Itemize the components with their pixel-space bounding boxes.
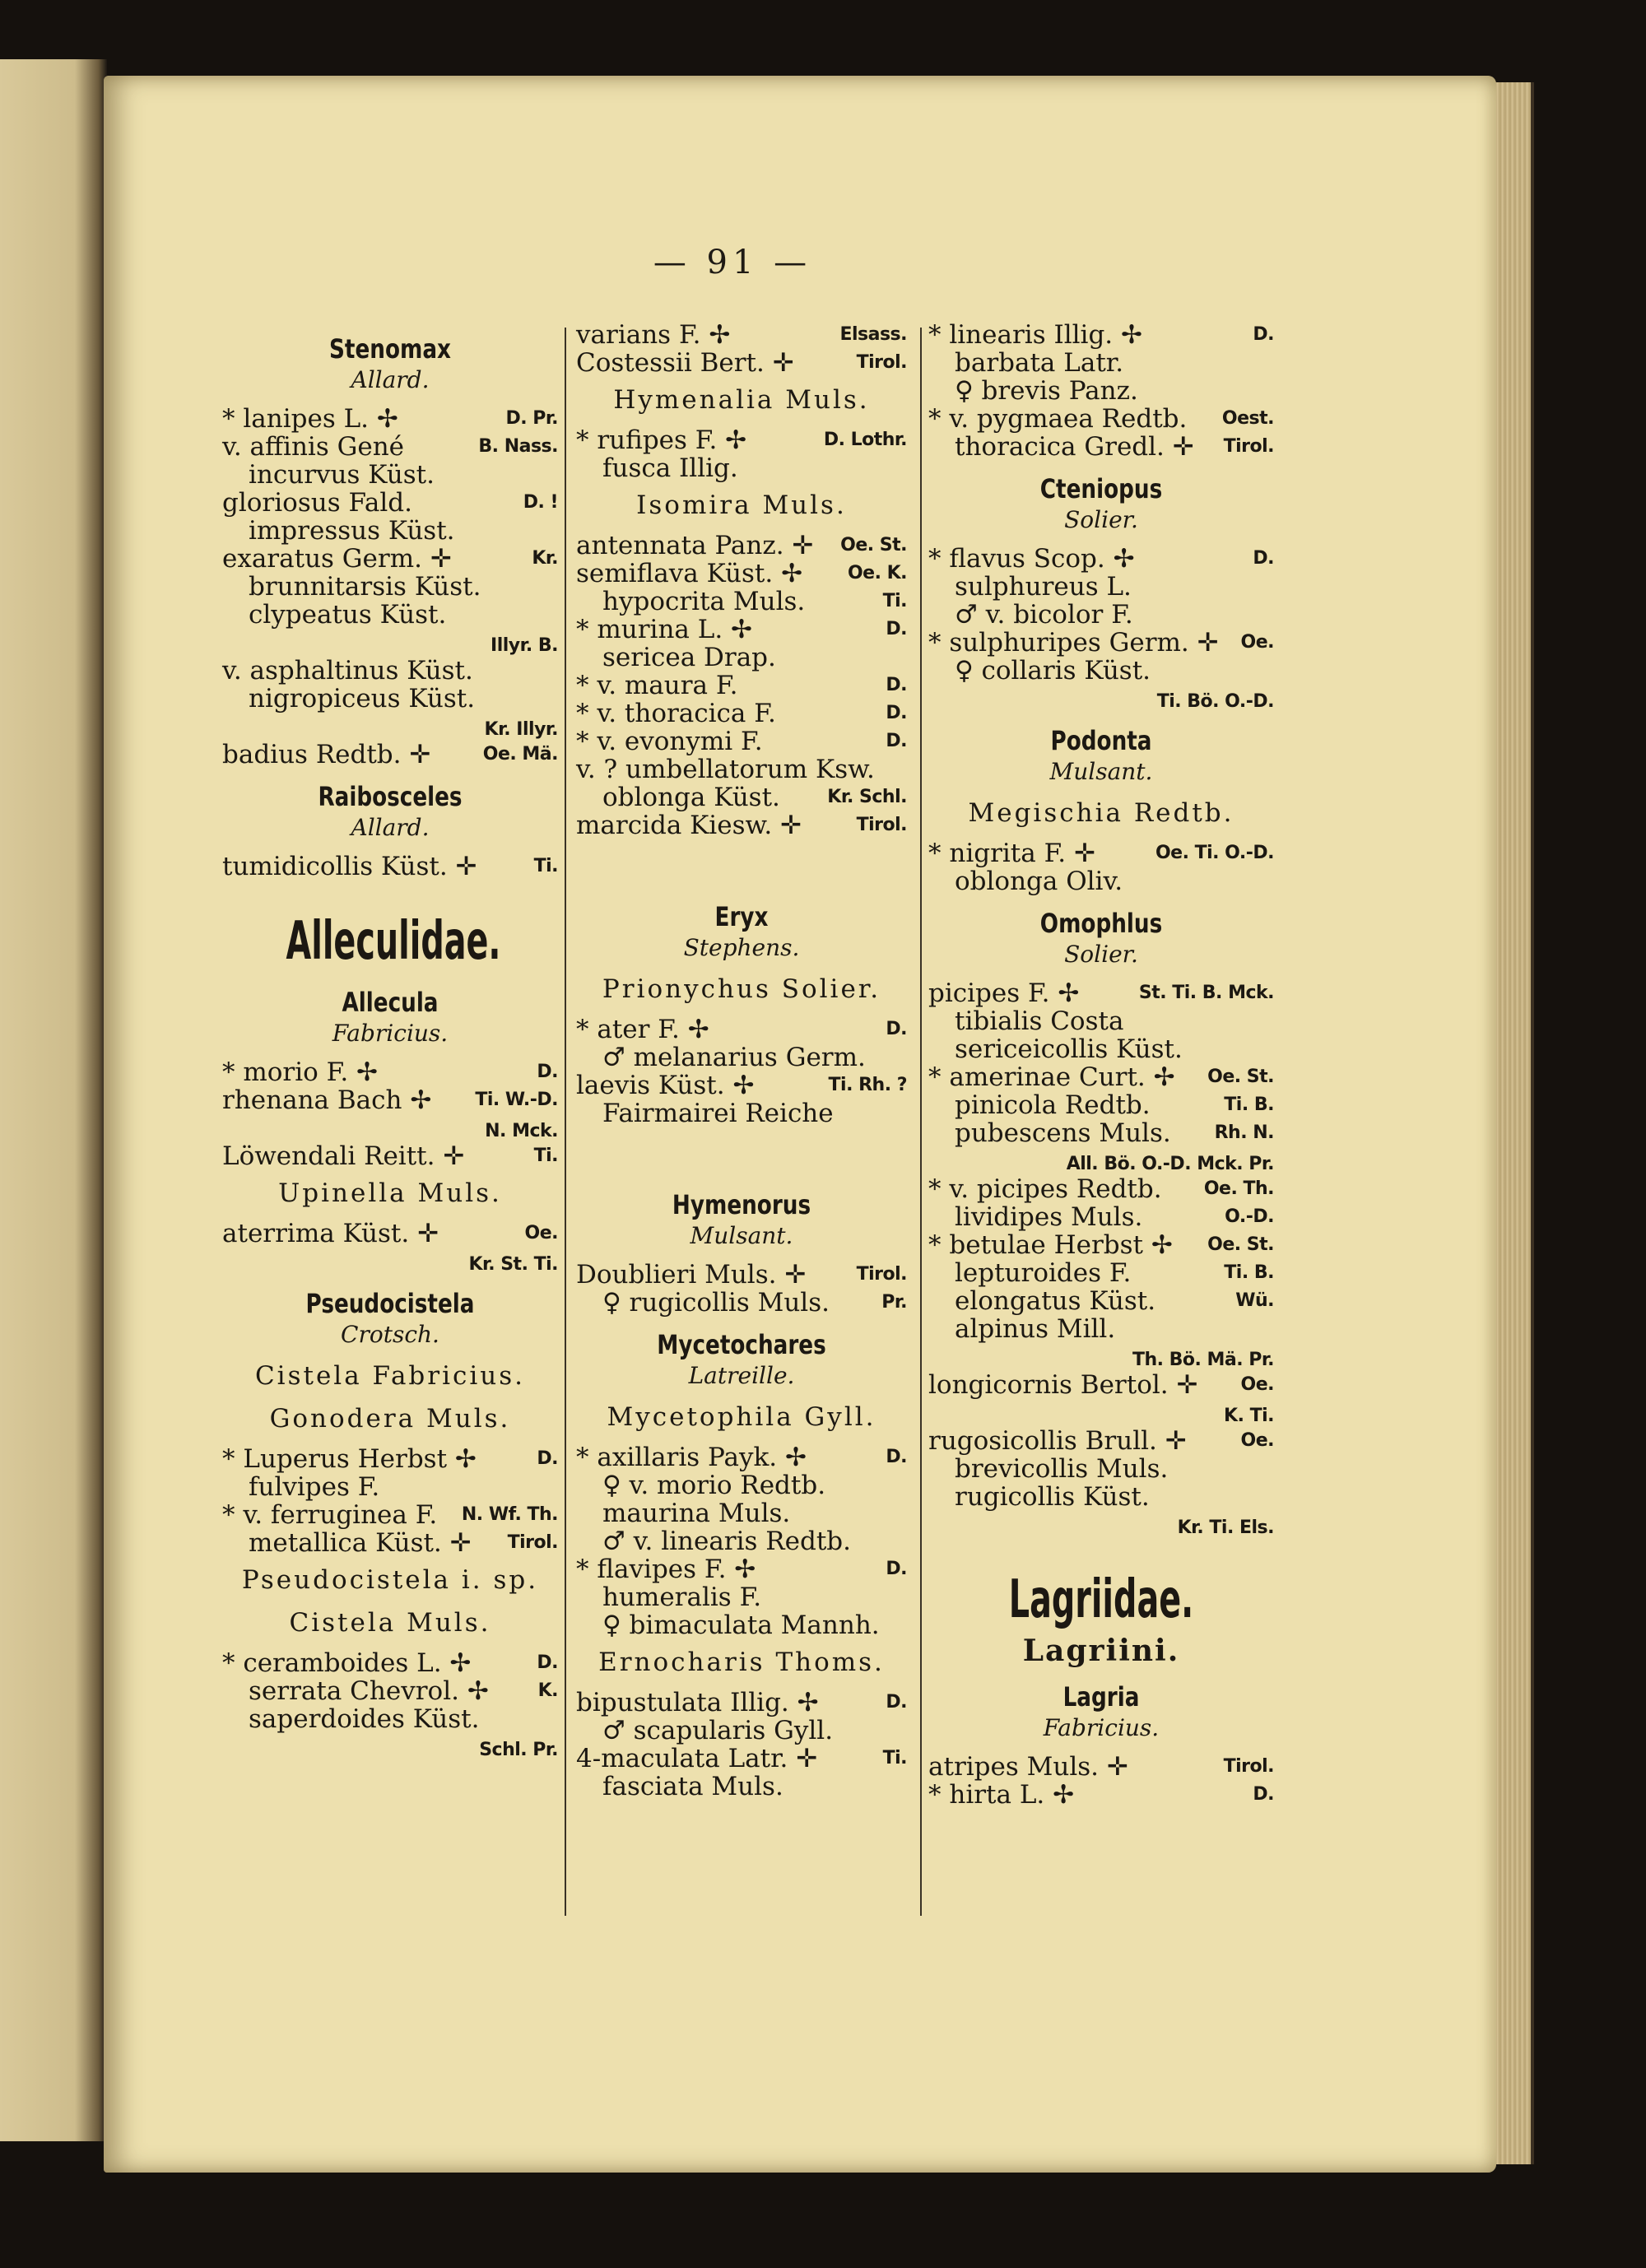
synonym-entry [928,1203,1274,1231]
species-name: Fairmairei Reiche [602,1099,834,1128]
species-name: gloriosus Fald. [222,488,412,518]
synonym-entry [576,1717,907,1745]
species-name: serrata Chevrol. ✢ [249,1676,489,1706]
genus-author: Allard. [351,814,430,841]
species-name: v. affinis Gené [222,432,405,462]
species-entry [576,1443,907,1471]
species-name: sericeicollis Küst. [955,1034,1183,1064]
species-name: ♀ v. morio Redtb. [602,1471,826,1500]
species-name: thoracica Gredl. ✛ [955,432,1194,462]
species-name: nigropiceus Küst. [249,684,476,713]
genus-heading: Raibosceles [318,781,463,812]
locality-text: D. [886,619,907,639]
tribe-heading: Lagriini. [1022,1634,1180,1668]
species-entry [576,532,907,560]
species-entry [222,405,558,433]
species-name: * v. ferruginea F. [222,1500,438,1530]
species-entry [576,1261,907,1289]
synonym-entry [576,783,907,811]
synonym-entry [928,1091,1274,1119]
species-name: antennata Panz. ✛ [576,531,814,560]
locality-text: D. [886,1019,907,1039]
species-name: atripes Muls. ✛ [928,1752,1128,1782]
locality-line [222,1733,558,1761]
subgenus-heading: Pseudocistela i. sp. [241,1565,539,1595]
species-entry [928,1753,1274,1781]
synonym-entry [576,644,907,672]
locality-text: Ti. B. [1224,1262,1274,1283]
locality-line [928,1399,1274,1427]
genus-heading: Pseudocistela [305,1288,475,1319]
species-name: ♂ melanarius Germ. [602,1043,866,1072]
species-name: metallica Küst. ✛ [249,1528,472,1558]
species-name: v. ? umbellatorum Ksw. [576,755,875,784]
synonym-entry [222,1529,558,1557]
subgenus-heading: Ernocharis Thoms. [598,1648,885,1677]
synonym-entry [576,1099,907,1127]
subgenus-heading: Prionychus Solier. [602,974,881,1004]
species-name: * linearis Illig. ✢ [928,320,1142,350]
species-name: 4-maculata Latr. ✛ [576,1744,818,1773]
column-3 [928,321,1274,1809]
locality-text: Tirol. [856,1264,907,1285]
locality-text: Schl. Pr. [479,1740,558,1760]
locality-text: Ti. W.-D. [475,1090,558,1110]
synonym-entry [928,1007,1274,1035]
synonym-entry [928,601,1274,629]
species-name: hypocrita Muls. [602,587,806,616]
genus-author: Latreille. [688,1362,795,1389]
species-entry [576,1555,907,1583]
synonym-entry [222,517,558,545]
synonym-entry [576,588,907,616]
species-name: sulphureus L. [955,572,1132,602]
locality-text: D. [886,1692,907,1713]
locality-text: Oe. [1240,632,1274,653]
species-name: laevis Küst. ✢ [576,1071,755,1100]
species-entry [576,672,907,699]
species-name: alpinus Mill. [955,1314,1116,1344]
locality-text: Tirol. [856,815,907,835]
species-name: fusca Illig. [602,453,738,483]
column-rule-2 [920,328,922,1916]
subgenus-heading: Isomira Muls. [636,490,847,520]
species-name: * nigrita F. ✛ [928,839,1095,868]
synonym-entry [928,657,1274,685]
genus-author: Stephens. [683,934,800,961]
species-entry [222,1086,558,1114]
synonym-entry [928,1259,1274,1287]
species-entry [222,1142,558,1170]
subgenus-heading: Megischia Redtb. [968,798,1234,828]
species-name: ♀ rugicollis Muls. [602,1288,830,1318]
species-entry [576,321,907,349]
locality-text: Oe. Th. [1203,1178,1274,1199]
species-name: ♀ collaris Küst. [955,656,1151,686]
species-name: * ater F. ✢ [576,1015,709,1044]
species-name: brunnitarsis Küst. [249,572,481,602]
species-name: Doublieri Muls. ✛ [576,1260,807,1290]
genus-heading: Mycetochares [657,1329,826,1360]
locality-text: Oe. St. [840,535,907,555]
species-name: * betulae Herbst ✢ [928,1230,1173,1260]
species-entry [222,545,558,573]
locality-text: D. [886,1447,907,1467]
species-entry [928,1175,1274,1203]
locality-text: Kr. St. Ti. [468,1254,558,1275]
synonym-entry [928,1287,1274,1315]
locality-text: D. Lothr. [823,430,907,450]
synonym-entry [928,1119,1274,1147]
species-entry [576,755,907,783]
species-entry [928,1371,1274,1399]
species-entry [928,1063,1274,1091]
locality-text: Pr. [881,1292,907,1313]
locality-text: Kr. Illyr. [484,719,558,740]
species-name: pinicola Redtb. [955,1090,1151,1120]
species-name: aterrima Küst. ✛ [222,1219,439,1248]
locality-text: D. Pr. [505,408,558,429]
locality-text: Oe. Ti. O.-D. [1155,843,1274,863]
locality-text: Ti. [882,1748,907,1768]
genus-author: Fabricius. [1043,1714,1160,1741]
locality-text: St. Ti. B. Mck. [1138,983,1274,1003]
species-name: humeralis F. [602,1582,762,1612]
species-name: elongatus Küst. [955,1286,1156,1316]
locality-text: D. ! [523,492,558,513]
species-name: lividipes Muls. [955,1202,1143,1232]
species-name: * v. pygmaea Redtb. [928,404,1188,434]
column-1 [222,321,558,1761]
locality-text: Tirol. [856,352,907,373]
synonym-entry [222,461,558,489]
locality-text: Rh. N. [1214,1122,1274,1143]
species-name: maurina Muls. [602,1499,791,1528]
subgenus-heading: Gonodera Muls. [269,1404,511,1434]
species-name: oblonga Oliv. [955,867,1123,896]
locality-text: Ti. [533,856,558,876]
synonym-entry [576,1611,907,1639]
genus-heading: Hymenorus [672,1189,811,1220]
locality-text: Wü. [1235,1290,1274,1311]
synonym-entry [576,1289,907,1317]
species-name: barbata Latr. [955,348,1124,378]
species-name: saperdoides Küst. [249,1704,480,1734]
family-heading: Lagriidae. [1008,1569,1194,1630]
subgenus-heading: Mycetophila Gyll. [607,1402,876,1432]
synonym-entry [928,433,1274,461]
species-name: * murina L. ✢ [576,615,753,644]
species-name: * hirta L. ✢ [928,1780,1075,1810]
species-name: v. asphaltinus Küst. [222,656,473,686]
synonym-entry [576,1583,907,1611]
species-entry [576,1015,907,1043]
species-name: fulvipes F. [249,1472,380,1502]
synonym-entry [222,1705,558,1733]
genus-author: Solier. [1064,506,1138,533]
species-entry [222,853,558,881]
species-name: * axillaris Payk. ✢ [576,1443,807,1472]
species-name: rugicollis Küst. [955,1482,1150,1512]
locality-text: D. [1253,548,1274,569]
subgenus-heading: Hymenalia Muls. [613,385,870,415]
species-name: brevicollis Muls. [955,1454,1169,1484]
locality-text: Oe. [1240,1374,1274,1395]
species-entry [928,629,1274,657]
species-name: varians F. ✢ [576,320,731,350]
species-name: ♀ bimaculata Mannh. [602,1610,880,1640]
species-name: ♂ v. linearis Redtb. [602,1527,851,1556]
genus-heading: Podonta [1050,725,1152,756]
locality-text: D. [537,1448,558,1469]
genus-heading: Omophlus [1039,908,1163,939]
species-entry [928,1781,1274,1809]
locality-text: Oe. St. [1207,1234,1274,1255]
species-name: bipustulata Illig. ✢ [576,1688,819,1717]
synonym-entry [928,573,1274,601]
genus-heading: Allecula [342,987,439,1018]
species-name: fasciata Muls. [602,1772,783,1801]
locality-text: Kr. [532,548,558,569]
species-name: tumidicollis Küst. ✛ [222,852,477,881]
synonym-entry [928,1455,1274,1483]
species-name: * amerinae Curt. ✢ [928,1062,1175,1092]
locality-text: Kr. Schl. [827,787,907,807]
locality-text: D. [886,1559,907,1579]
locality-text: Ti. Bö. O.-D. [1156,691,1274,712]
genus-heading: Eryx [714,901,769,932]
locality-text: Ti. [882,591,907,611]
species-entry [576,811,907,839]
genus-author: Crotsch. [341,1321,439,1348]
synonym-entry [576,1773,907,1801]
species-entry [222,1058,558,1086]
synonym-entry [576,1527,907,1555]
locality-text: Elsass. [839,324,907,345]
locality-text: Ti. B. [1224,1094,1274,1115]
species-name: * v. maura F. [576,671,738,700]
subgenus-heading: Cistela Fabricius. [254,1361,526,1391]
species-entry [576,727,907,755]
species-name: impressus Küst. [249,516,455,546]
species-entry [222,1501,558,1529]
species-entry [576,1745,907,1773]
locality-text: D. [1253,324,1274,345]
locality-text: Kr. Ti. Els. [1177,1517,1274,1538]
species-name: * v. picipes Redtb. [928,1174,1162,1204]
species-entry [576,1071,907,1099]
locality-text: Tirol. [507,1532,558,1553]
locality-text: Tirol. [1223,436,1274,457]
species-entry [222,741,558,769]
species-entry [222,657,558,685]
locality-text: Oe. K. [847,563,907,583]
genus-author: Allard. [351,366,430,393]
species-entry [576,560,907,588]
locality-text: D. [1253,1784,1274,1805]
locality-line [928,685,1274,713]
locality-text: D. [537,1062,558,1082]
locality-text: Oest. [1221,408,1274,429]
species-name: rugosicollis Brull. ✛ [928,1426,1187,1456]
genus-author: Fabricius. [332,1020,449,1047]
species-entry [928,321,1274,349]
synonym-entry [576,454,907,482]
subgenus-heading: Cistela Muls. [289,1608,491,1638]
locality-line [928,1147,1274,1175]
synonym-entry [928,1315,1274,1343]
locality-text: Th. Bö. Mä. Pr. [1132,1350,1274,1370]
species-name: * v. thoracica F. [576,699,776,728]
species-entry [222,1445,558,1473]
species-entry [222,433,558,461]
species-name: oblonga Küst. [602,783,780,812]
synonym-entry [928,377,1274,405]
synonym-entry [576,1043,907,1071]
species-entry [222,489,558,517]
species-name: * flavus Scop. ✢ [928,544,1135,574]
locality-text: K. Ti. [1224,1406,1274,1426]
synonym-entry [576,1499,907,1527]
species-name: * Luperus Herbst ✢ [222,1444,477,1474]
species-entry [222,1649,558,1677]
synonym-entry [928,1035,1274,1063]
spacer [576,839,907,889]
locality-text: D. [886,675,907,695]
species-entry [576,1689,907,1717]
species-entry [928,979,1274,1007]
locality-text: N. Wf. Th. [461,1504,558,1525]
synonym-entry [928,349,1274,377]
species-name: * ceramboides L. ✢ [222,1648,472,1678]
genus-heading: Stenomax [329,333,451,365]
species-name: badius Redtb. ✛ [222,740,431,769]
subgenus-heading: Upinella Muls. [278,1178,502,1208]
species-entry [576,699,907,727]
genus-heading: Lagria [1062,1681,1140,1713]
locality-line [222,629,558,657]
locality-line [222,1248,558,1276]
species-entry [928,1231,1274,1259]
synonym-entry [222,573,558,601]
spacer [576,1127,907,1177]
locality-line [222,1114,558,1142]
species-name: exaratus Germ. ✛ [222,544,452,574]
species-name: ♂ v. bicolor F. [955,600,1133,630]
locality-text: Oe. [1240,1430,1274,1451]
species-name: * v. evonymi F. [576,727,763,756]
locality-text: Tirol. [1223,1756,1274,1777]
species-name: * lanipes L. ✢ [222,404,398,434]
synonym-entry [928,867,1274,895]
locality-text: Oe. St. [1207,1067,1274,1087]
genus-heading: Cteniopus [1039,473,1163,504]
species-name: tibialis Costa [955,1006,1124,1036]
species-name: * sulphuripes Germ. ✛ [928,628,1219,658]
species-name: Löwendali Reitt. ✛ [222,1141,465,1171]
species-entry [928,405,1274,433]
locality-line [928,1511,1274,1539]
left-page-edge [0,59,107,2141]
locality-text: Oe. Mä. [482,744,558,765]
synonym-entry [576,1471,907,1499]
locality-line [928,1343,1274,1371]
species-name: Costessii Bert. ✛ [576,348,794,378]
species-name: longicornis Bertol. ✛ [928,1370,1198,1400]
locality-text: B. Nass. [478,436,558,457]
locality-line [222,713,558,741]
locality-text: D. [537,1652,558,1673]
genus-author: Solier. [1064,941,1138,968]
synonym-entry [222,685,558,713]
species-name: ♂ scapularis Gyll. [602,1716,834,1745]
column-2 [576,321,907,1801]
species-name: pubescens Muls. [955,1118,1171,1148]
locality-text: All. Bö. O.-D. Mck. Pr. [1066,1154,1274,1174]
locality-text: K. [537,1680,558,1701]
column-rule-1 [565,328,566,1916]
locality-text: Ti. Rh. ? [828,1075,907,1095]
synonym-entry [222,1473,558,1501]
species-entry [576,426,907,454]
family-heading: Alleculidae. [286,911,501,972]
species-name: * morio F. ✢ [222,1057,379,1087]
species-entry [928,545,1274,573]
locality-text: Ti. [533,1146,558,1166]
species-name: lepturoides F. [955,1258,1132,1288]
locality-text: N. Mck. [485,1121,558,1141]
species-name: incurvus Küst. [249,460,435,490]
synonym-entry [222,1677,558,1705]
locality-text: D. [886,731,907,751]
species-name: marcida Kiesw. ✛ [576,811,802,840]
species-name: picipes F. ✢ [928,978,1080,1008]
locality-text: Illyr. B. [491,635,558,656]
page-number: — 91 — [653,244,812,281]
species-entry [576,349,907,377]
species-name: rhenana Bach ✢ [222,1085,432,1115]
species-name: clypeatus Küst. [249,600,447,630]
species-name: semiflava Küst. ✢ [576,559,803,588]
synonym-entry [928,1483,1274,1511]
species-entry [928,839,1274,867]
species-entry [576,616,907,644]
species-name: * flavipes F. ✢ [576,1555,756,1584]
species-entry [928,1427,1274,1455]
species-entry [222,1220,558,1248]
locality-text: O.-D. [1225,1206,1274,1227]
species-name: sericea Drap. [602,643,776,672]
genus-author: Mulsant. [1049,758,1153,785]
synonym-entry [222,601,558,629]
locality-text: Oe. [524,1223,558,1243]
locality-text: D. [886,703,907,723]
species-name: * rufipes F. ✢ [576,425,747,455]
genus-author: Mulsant. [690,1222,793,1249]
species-name: ♀ brevis Panz. [955,376,1138,406]
